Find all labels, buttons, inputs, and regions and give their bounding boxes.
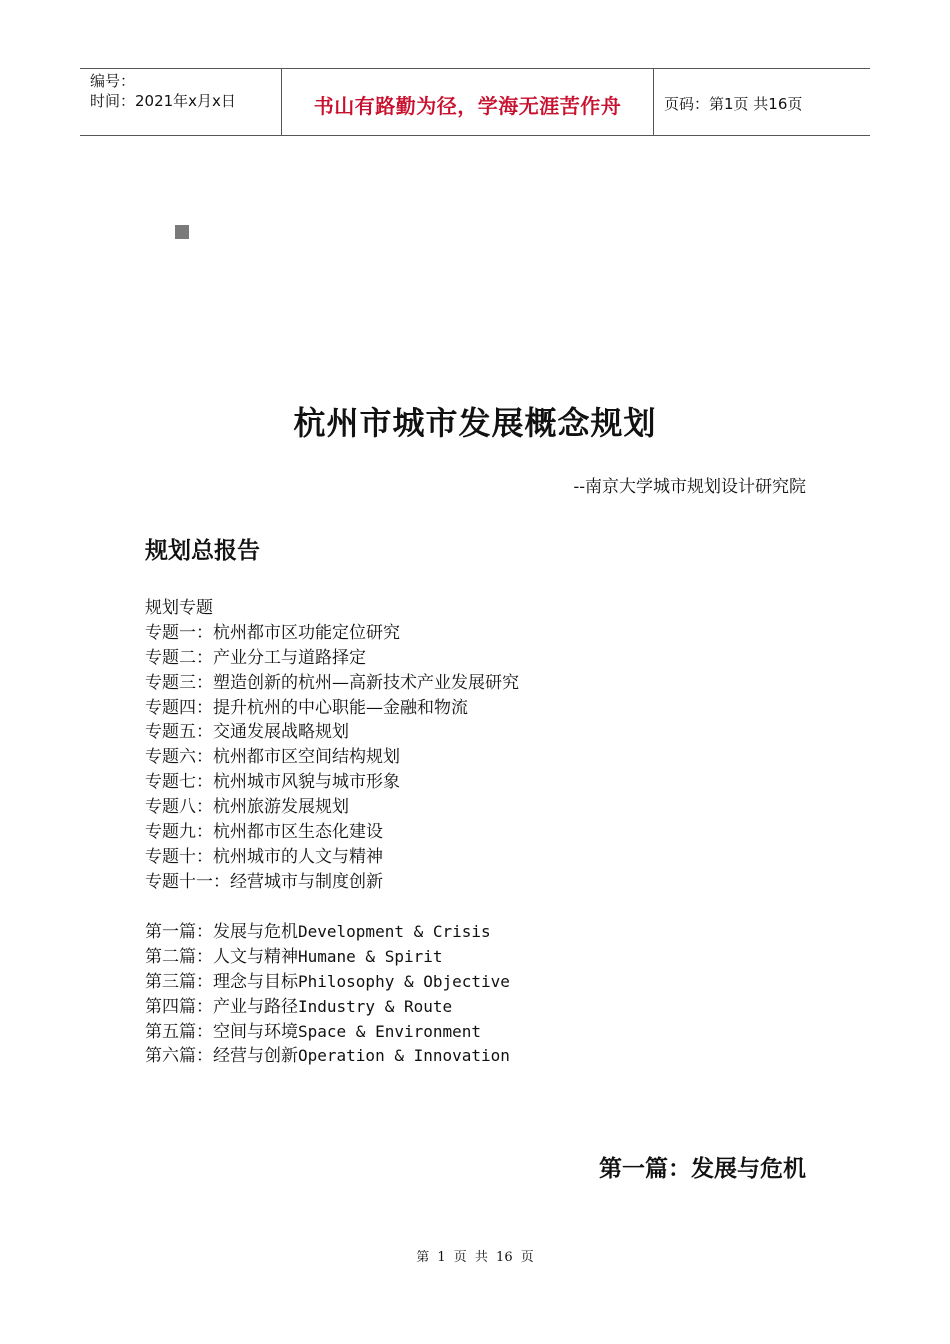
- document-title: 杭州市城市发展概念规划: [293, 404, 657, 442]
- part-title-zh: 第三篇：理念与目标: [145, 971, 298, 992]
- part-title-en: Industry & Route: [298, 996, 453, 1016]
- part-title-zh: 第五篇：空间与环境: [145, 1021, 298, 1042]
- list-item: 专题十：杭州城市的人文与精神: [145, 846, 383, 867]
- list-item: [145, 1044, 510, 1069]
- chapter-heading: 第一篇：发展与危机: [599, 1156, 806, 1182]
- list-item: 专题一：杭州都市区功能定位研究: [145, 622, 400, 643]
- report-heading: 规划总报告: [145, 538, 260, 564]
- part-title-zh: 第四篇：产业与路径: [145, 996, 298, 1017]
- list-item: 专题二：产业分工与道路择定: [145, 647, 366, 668]
- list-item: 专题六：杭州都市区空间结构规划: [145, 747, 400, 768]
- list-item: 专题五：交通发展战略规划: [145, 722, 349, 743]
- list-item: 专题四：提升杭州的中心职能—金融和物流: [145, 697, 468, 718]
- part-title-en: Humane & Spirit: [298, 946, 443, 966]
- list-item: [145, 970, 510, 995]
- list-item: 专题九：杭州都市区生态化建设: [145, 822, 383, 843]
- document-number-label: 编号：: [90, 72, 136, 90]
- part-title-zh: 第一篇：发展与危机: [145, 922, 298, 942]
- list-item: [145, 995, 510, 1020]
- header-meta-cell: [80, 69, 282, 135]
- part-title-en: Development & Crisis: [298, 922, 491, 941]
- list-item: [145, 1020, 510, 1045]
- page-footer: 第 1 页 共 16 页: [416, 1250, 534, 1265]
- list-item: 专题三：塑造创新的杭州—高新技术产业发展研究: [145, 672, 519, 693]
- header-page-info: 页码：第1页 共16页: [664, 94, 803, 113]
- header-motto: 书山有路勤为径，学海无涯苦作舟: [282, 69, 654, 135]
- list-item: 专题十一：经营城市与制度创新: [145, 871, 383, 892]
- part-title-en: Operation & Innovation: [298, 1046, 510, 1066]
- document-time-label: 时间：2021年x月x日: [90, 92, 236, 110]
- square-bullet-icon: [175, 225, 189, 239]
- part-title-en: Philosophy & Objective: [298, 971, 510, 991]
- list-item: [145, 945, 510, 970]
- document-subtitle: --南京大学城市规划设计研究院: [573, 477, 806, 497]
- topics-list: [145, 596, 519, 895]
- parts-list: [145, 920, 510, 1069]
- part-title-en: Space & Environment: [298, 1021, 482, 1041]
- part-title-zh: 第六篇：经营与创新: [145, 1046, 298, 1067]
- page-header: [80, 68, 870, 136]
- topics-heading: 规划专题: [145, 598, 213, 618]
- list-item: [145, 920, 510, 945]
- list-item: 专题七：杭州城市风貌与城市形象: [145, 772, 400, 793]
- part-title-zh: 第二篇：人文与精神: [145, 946, 298, 967]
- list-item: 专题八：杭州旅游发展规划: [145, 797, 349, 818]
